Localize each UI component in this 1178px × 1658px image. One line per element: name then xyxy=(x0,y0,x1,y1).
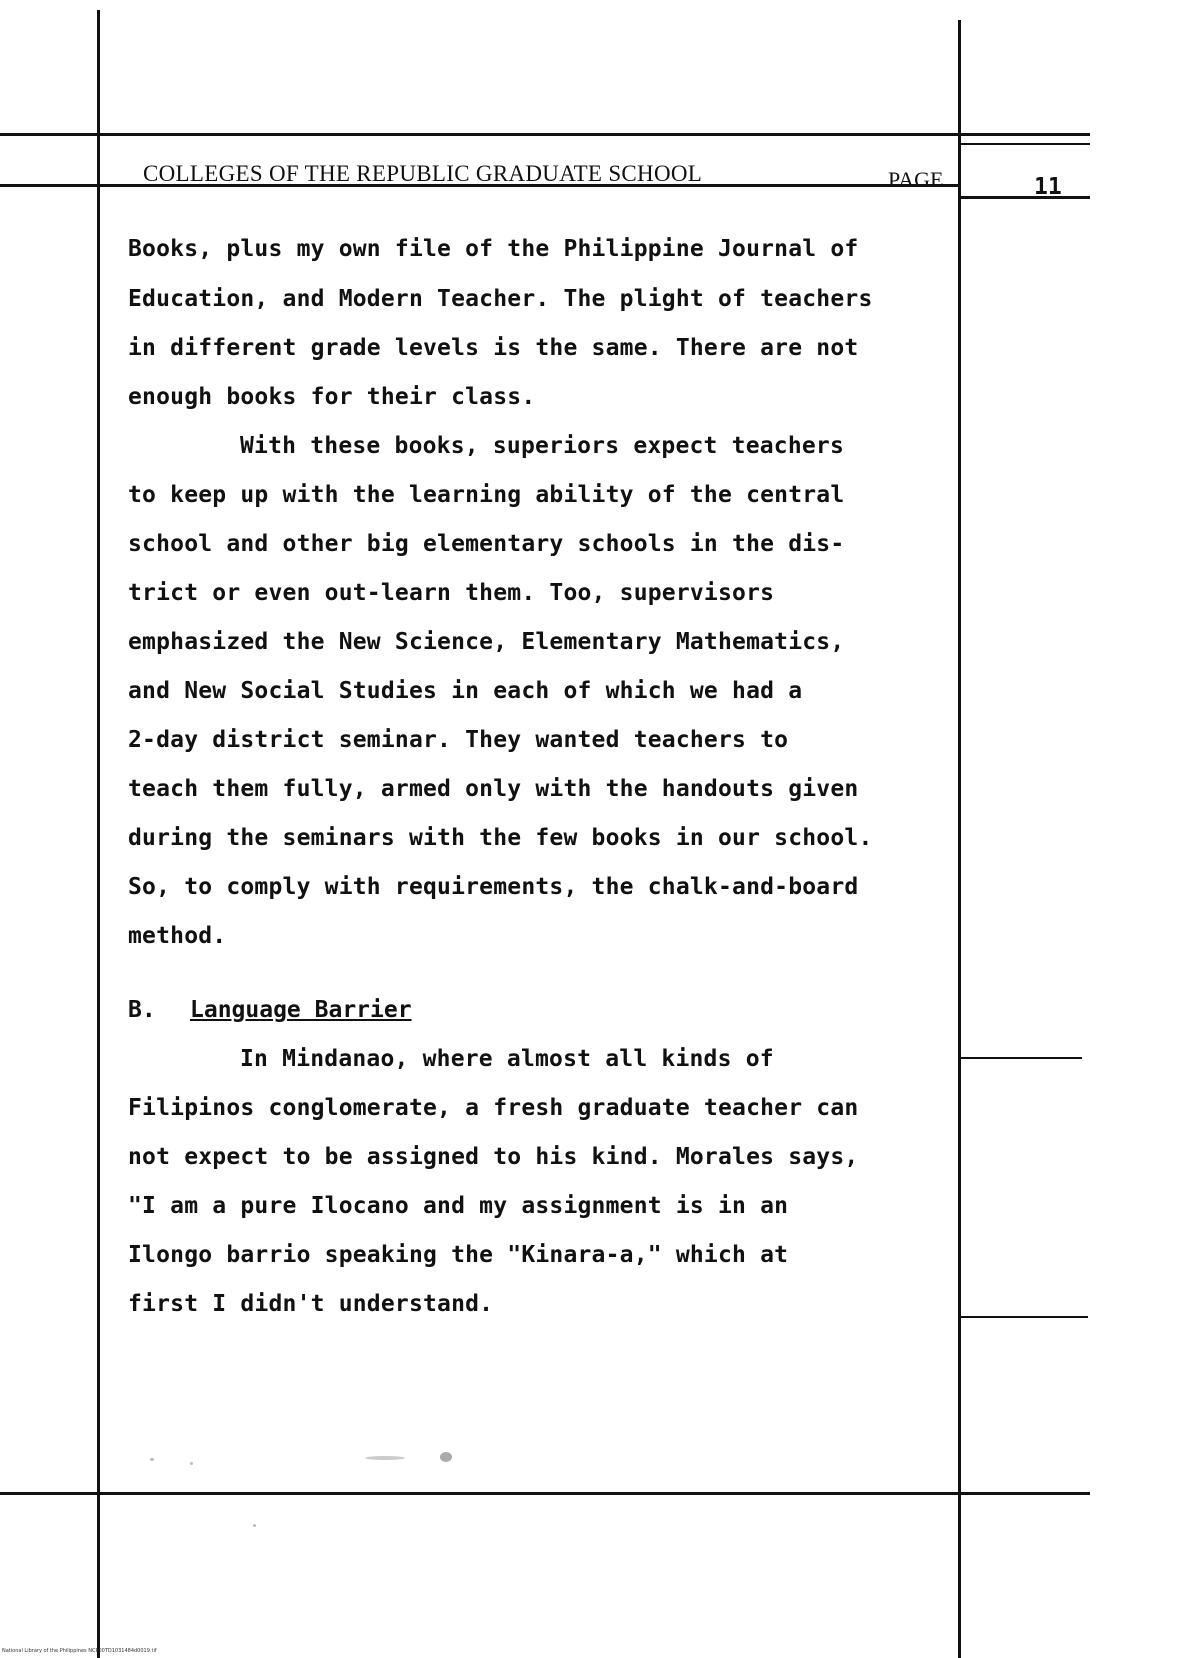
right-column-rule-1 xyxy=(958,1057,1082,1059)
body-line: to keep up with the learning ability of the central xyxy=(128,482,845,508)
body-line: method. xyxy=(128,923,227,949)
scan-smudge xyxy=(253,1524,256,1527)
body-line: teach them fully, armed only with the handouts given xyxy=(128,776,859,802)
scan-smudge xyxy=(190,1462,193,1465)
body-line: not expect to be assigned to his kind. Morales says, xyxy=(128,1144,859,1170)
body-line: Filipinos conglomerate, a fresh graduate teacher can xyxy=(128,1095,859,1121)
body-line: Ilongo barrio speaking the "Kinara-a," which at xyxy=(128,1242,789,1268)
body-line: In Mindanao, where almost all kinds of xyxy=(240,1046,774,1072)
section-letter: B. xyxy=(128,997,156,1023)
left-margin-rule xyxy=(97,10,100,1658)
body-line: "I am a pure Ilocano and my assignment is in an xyxy=(128,1193,789,1219)
page-number: 11 xyxy=(1034,174,1062,200)
body-line: trict or even out-learn them. Too, supervisors xyxy=(128,580,775,606)
page-label: PAGE xyxy=(888,167,944,192)
scan-smudge xyxy=(440,1452,452,1462)
body-line: enough books for their class. xyxy=(128,384,536,410)
scan-credit: National Library of the Philippines NCP00TD1031484d0019.tif xyxy=(2,1648,157,1654)
body-line: school and other big elementary schools in the dis- xyxy=(128,531,845,557)
body-line: emphasized the New Science, Elementary Mathematics, xyxy=(128,629,845,655)
body-line: and New Social Studies in each of which we had a xyxy=(128,678,803,704)
scan-smudge xyxy=(150,1458,154,1461)
institution-header: COLLEGES OF THE REPUBLIC GRADUATE SCHOOL xyxy=(143,161,703,186)
body-line: So, to comply with requirements, the chalk-and-board xyxy=(128,874,859,900)
right-margin-rule xyxy=(958,20,961,1658)
body-line: Education, and Modern Teacher. The plight of teachers xyxy=(128,286,873,312)
body-line: 2-day district seminar. They wanted teachers to xyxy=(128,727,789,753)
body-line: in different grade levels is the same. There are not xyxy=(128,335,859,361)
header-bottom-rule-right xyxy=(958,196,1090,199)
footer-rule xyxy=(0,1492,1090,1495)
body-line: Books, plus my own file of the Philippine Journal of xyxy=(128,236,859,262)
right-column-rule-2 xyxy=(958,1316,1088,1318)
body-line: during the seminars with the few books in our school. xyxy=(128,825,873,851)
header-top-rule xyxy=(0,133,1090,136)
scan-smudge xyxy=(365,1456,405,1460)
body-line: With these books, superiors expect teachers xyxy=(240,433,845,459)
header-top-rule-right xyxy=(958,143,1090,145)
section-title: Language Barrier xyxy=(190,997,412,1023)
body-line: first I didn't understand. xyxy=(128,1291,494,1317)
